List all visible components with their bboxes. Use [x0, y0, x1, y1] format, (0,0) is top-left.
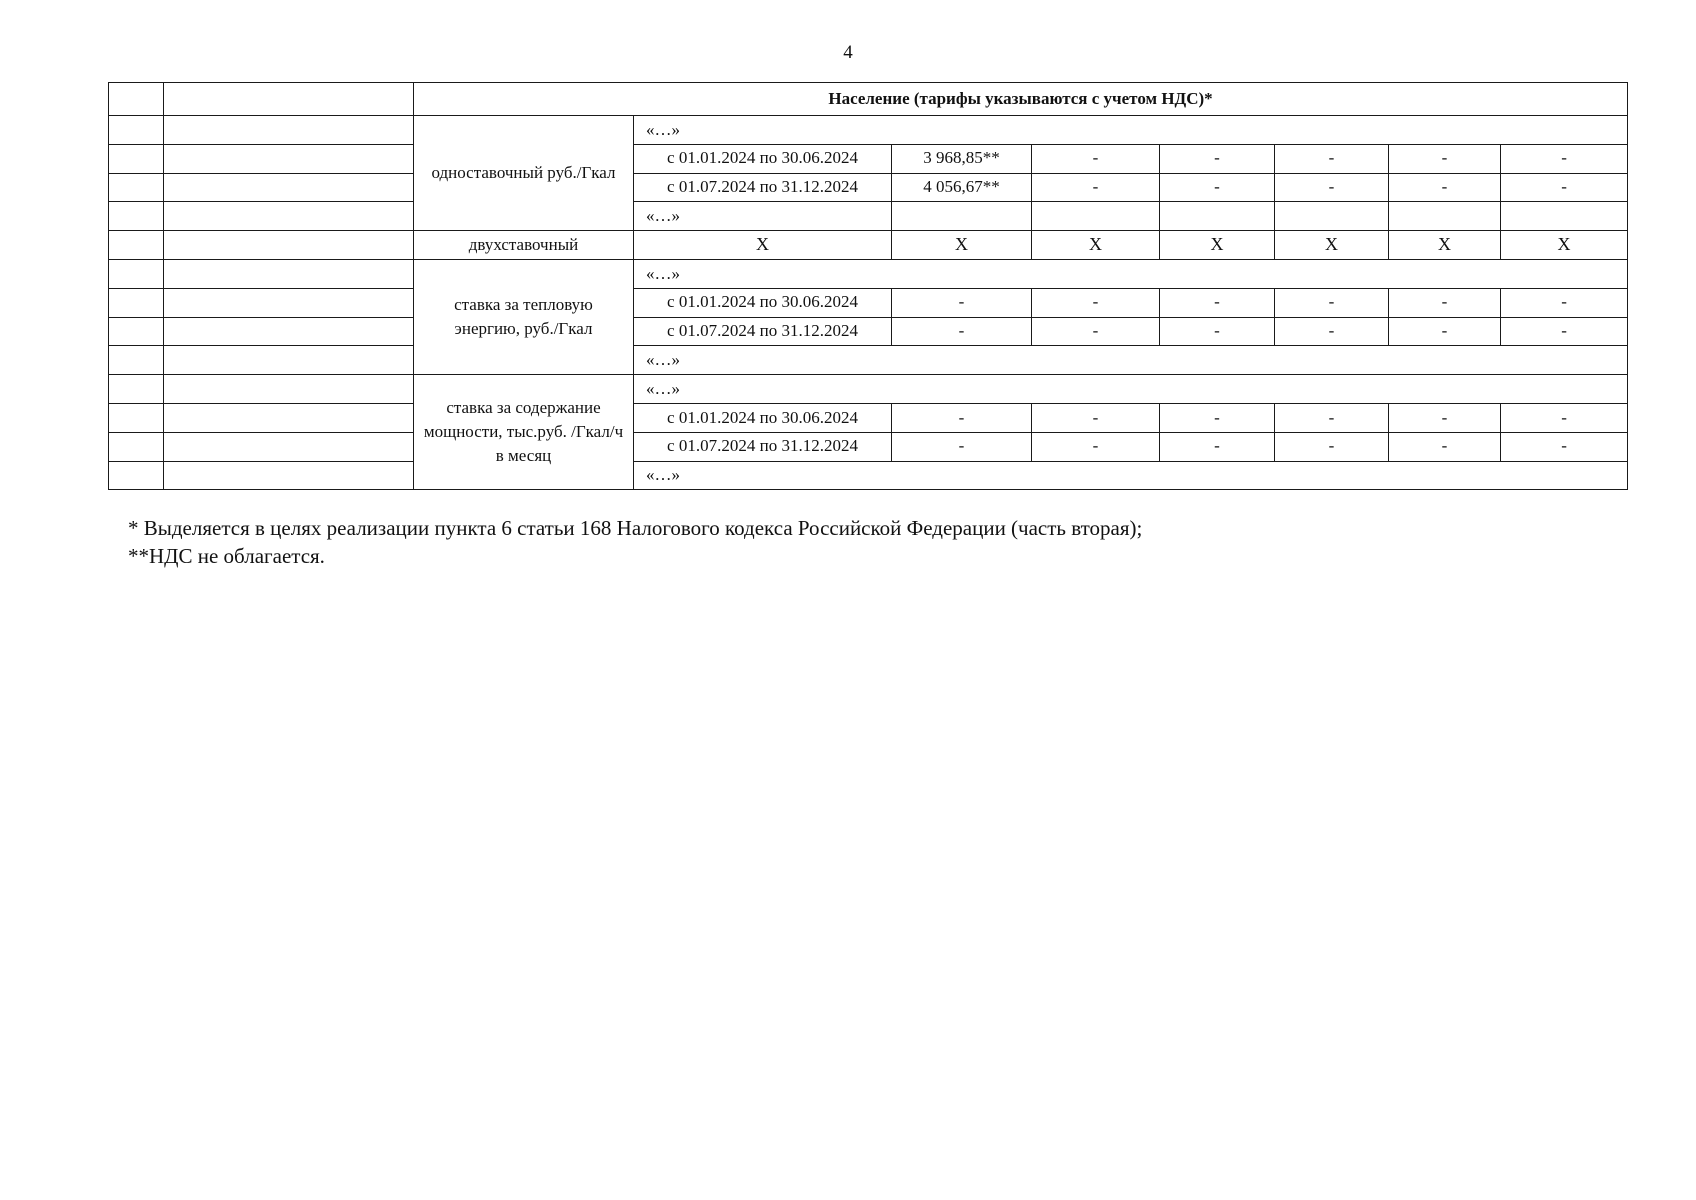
tariff-value-cell: -: [1389, 288, 1501, 317]
tariff-value-cell: -: [1501, 144, 1628, 173]
ellipsis-cell: «…»: [634, 346, 1628, 375]
tariff-value-cell: -: [1032, 403, 1160, 432]
x-mark-cell: X: [1501, 231, 1628, 260]
tariff-value-cell: -: [1275, 317, 1389, 346]
x-mark-cell: X: [892, 231, 1032, 260]
tariff-value-cell: -: [1160, 173, 1275, 202]
table-row: [109, 403, 1628, 432]
ellipsis-cell: «…»: [634, 375, 1628, 404]
ellipsis-cell: «…»: [634, 259, 1628, 288]
tariff-value-cell: -: [1501, 288, 1628, 317]
tariff-value-cell: -: [1032, 144, 1160, 173]
table-row: [109, 116, 1628, 145]
tariff-value-cell: 3 968,85**: [892, 144, 1032, 173]
footnotes: [128, 514, 1142, 570]
empty-number-cell: [109, 83, 164, 116]
tariff-value-cell: -: [1032, 317, 1160, 346]
tariff-value-cell: -: [892, 288, 1032, 317]
footnote-vat-exempt: **НДС не облагается.: [128, 544, 325, 568]
table-row: [109, 432, 1628, 461]
x-mark-cell: X: [1160, 231, 1275, 260]
tariff-value-cell: -: [1032, 288, 1160, 317]
tariff-value-cell: -: [1160, 317, 1275, 346]
page-number: 4: [843, 42, 853, 63]
table-row: [109, 288, 1628, 317]
tariff-value-cell: -: [1275, 288, 1389, 317]
period-cell: с 01.07.2024 по 31.12.2024: [634, 173, 892, 202]
period-cell: с 01.01.2024 по 30.06.2024: [634, 288, 892, 317]
tariff-value-cell: -: [1160, 432, 1275, 461]
two-rate-label: двухставочный: [414, 231, 634, 260]
tariff-value-cell: -: [1501, 403, 1628, 432]
period-cell: с 01.07.2024 по 31.12.2024: [634, 317, 892, 346]
tariff-value-cell: -: [892, 432, 1032, 461]
section-title: Население (тарифы указываются с учетом НДС)*: [414, 83, 1628, 116]
period-cell: с 01.01.2024 по 30.06.2024: [634, 144, 892, 173]
tariff-value-cell: -: [892, 403, 1032, 432]
x-mark-cell: X: [634, 231, 892, 260]
table-row: [109, 173, 1628, 202]
tariff-value-cell: -: [1160, 144, 1275, 173]
table-row: [109, 375, 1628, 404]
tariff-value-cell: -: [1160, 288, 1275, 317]
capacity-rate-label: ставка за содержание мощности, тыс.руб. /Гкал/ч в месяц: [414, 375, 634, 490]
tariff-value-cell: -: [1275, 144, 1389, 173]
tariff-value-cell: -: [1275, 173, 1389, 202]
tariff-table: [108, 82, 1628, 490]
period-cell: с 01.07.2024 по 31.12.2024: [634, 432, 892, 461]
tariff-value-cell: -: [892, 317, 1032, 346]
ellipsis-cell: «…»: [634, 116, 1628, 145]
heat-energy-rate-label: ставка за тепловую энергию, руб./Гкал: [414, 259, 634, 374]
x-mark-cell: X: [1032, 231, 1160, 260]
table-row: [109, 231, 1628, 260]
footnote-vat-allocation: * Выделяется в целях реализации пункта 6 статьи 168 Налогового кодекса Российской Федерации (часть вторая);: [128, 516, 1143, 540]
tariff-value-cell: -: [1389, 144, 1501, 173]
tariff-value-cell: -: [1389, 173, 1501, 202]
table-row: [109, 144, 1628, 173]
tariff-value-cell: -: [1275, 403, 1389, 432]
tariff-value-cell: -: [1032, 432, 1160, 461]
tariff-value-cell: -: [1389, 432, 1501, 461]
tariff-value-cell: -: [1501, 173, 1628, 202]
table-row: [109, 317, 1628, 346]
table-row: [109, 259, 1628, 288]
tariff-value-cell: -: [1032, 173, 1160, 202]
ellipsis-cell: «…»: [634, 461, 1628, 490]
empty-name-cell: [164, 83, 414, 116]
table-row: [109, 461, 1628, 490]
tariff-value-cell: -: [1275, 432, 1389, 461]
tariff-value-cell: -: [1389, 403, 1501, 432]
tariff-value-cell: -: [1501, 317, 1628, 346]
x-mark-cell: X: [1389, 231, 1501, 260]
tariff-value-cell: -: [1501, 432, 1628, 461]
table-row: [109, 346, 1628, 375]
table-row: [109, 202, 1628, 231]
period-cell: с 01.01.2024 по 30.06.2024: [634, 403, 892, 432]
x-mark-cell: X: [1275, 231, 1389, 260]
tariff-value-cell: -: [1389, 317, 1501, 346]
single-rate-label: одноставочный руб./Гкал: [414, 116, 634, 231]
tariff-value-cell: -: [1160, 403, 1275, 432]
tariff-value-cell: 4 056,67**: [892, 173, 1032, 202]
table-row: [109, 83, 1628, 116]
ellipsis-cell: «…»: [634, 202, 892, 231]
